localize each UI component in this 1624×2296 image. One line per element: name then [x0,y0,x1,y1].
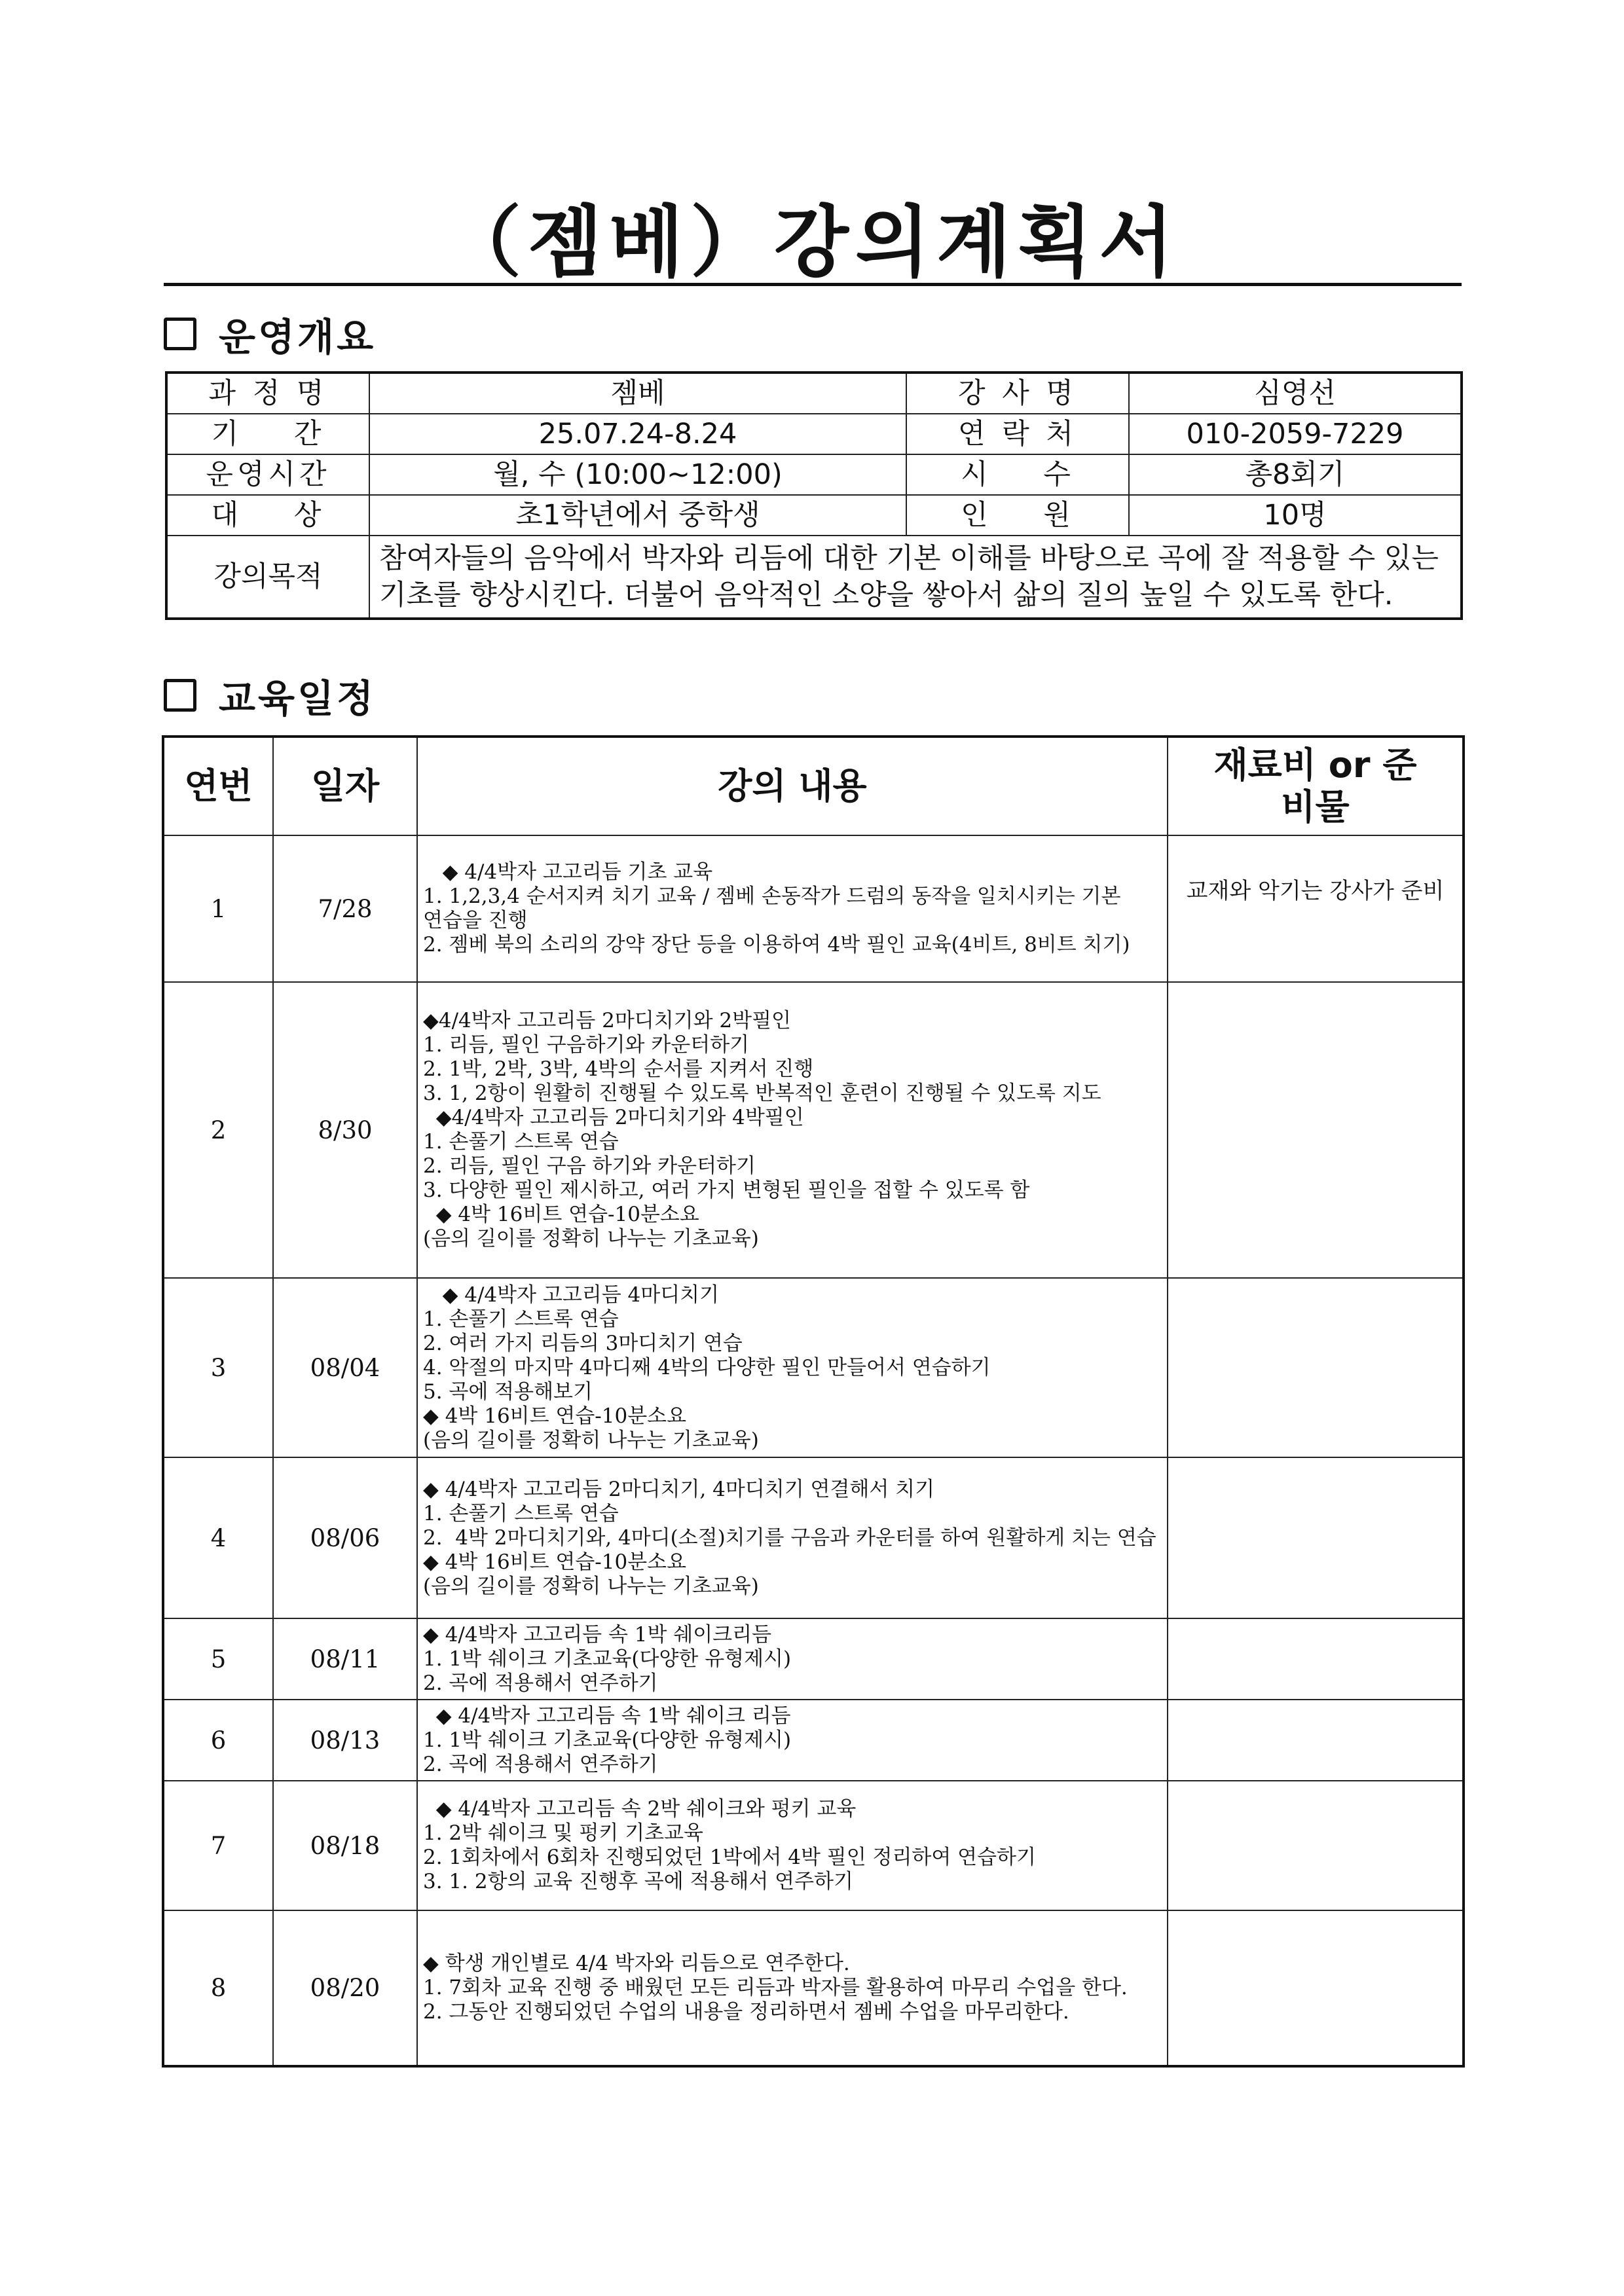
purpose-label: 강의목적 [166,536,369,619]
content-line: ◆ 4박 16비트 연습-10분소요 [423,1203,699,1226]
schedule-row [163,1618,1464,1700]
session-materials [1168,1457,1464,1618]
session-number: 3 [163,1278,273,1457]
schedule-table [162,735,1465,2068]
content-line: ◆ 학생 개인별로 4/4 박자와 리듬으로 연주한다. [423,1952,850,1975]
schedule-row [163,1781,1464,1910]
overview-label: 인 원 [906,495,1129,536]
content-line: 1. 손풀기 스트록 연습 [423,1130,619,1154]
content-line: ◆ 4/4박자 고고리듬 기초 교육 [423,860,713,884]
session-content [417,1700,1168,1781]
content-line: 1. 손풀기 스트록 연습 [423,1307,619,1331]
header-no: 연번 [163,737,273,835]
session-date: 08/11 [273,1618,417,1700]
document-title: （젬베）강의계획서 [444,196,1180,287]
content-line: (음의 길이를 정확히 나누는 기초교육) [423,1227,759,1250]
overview-purpose-row [166,536,1462,619]
content-line: ◆ 4/4박자 고고리듬 4마디치기 [423,1283,720,1307]
content-line: 2. 곡에 적용해서 연주하기 [423,1752,658,1776]
session-materials [1168,1700,1464,1781]
content-line: 4. 악절의 마지막 4마디째 4박의 다양한 필인 만들어서 연습하기 [423,1355,991,1379]
content-line: 1. 손풀기 스트록 연습 [423,1501,619,1525]
session-date: 08/13 [273,1700,417,1781]
session-date: 08/06 [273,1457,417,1618]
session-content [417,1278,1168,1457]
session-materials [1168,982,1464,1278]
overview-label: 대 상 [166,495,369,536]
overview-label: 강 사 명 [906,373,1129,414]
purpose-text: 참여자들의 음악에서 박자와 리듬에 대한 기본 이해를 바탕으로 곡에 잘 적용할 수 있는 기초를 향상시킨다. 더불어 음악적인 소양을 쌓아서 삶의 질의 높일 수 있도록 한다. [369,536,1462,619]
header-materials: 재료비 or 준비물 [1168,737,1464,835]
content-line: 2. 리듬, 필인 구음 하기와 카운터하기 [423,1154,756,1178]
session-content [417,835,1168,982]
overview-row [166,414,1462,454]
checkbox-icon [164,679,196,712]
content-line: 1. 리듬, 필인 구음하기와 카운터하기 [423,1033,750,1057]
overview-value: 총8회기 [1129,454,1462,495]
content-line: ◆ 4박 16비트 연습-10분소요 [423,1550,687,1574]
overview-value: 젬베 [369,373,906,414]
session-date: 7/28 [273,835,417,982]
content-line: 3. 1. 2항의 교육 진행후 곡에 적용해서 연주하기 [423,1870,853,1893]
session-number: 7 [163,1781,273,1910]
session-materials [1168,1618,1464,1700]
content-line: ◆ 4/4박자 고고리듬 속 2박 쉐이크와 펑키 교육 [423,1797,857,1821]
session-materials [1168,1781,1464,1910]
session-content [417,1910,1168,2066]
content-line: 1. 1박 쉐이크 기초교육(다양한 유형제시) [423,1647,792,1671]
content-line: ◆ 4/4박자 고고리듬 속 1박 쉐이크리듬 [423,1622,772,1647]
overview-table [165,371,1463,620]
session-content [417,982,1168,1278]
overview-value: 25.07.24-8.24 [369,414,906,454]
overview-value: 심영선 [1129,373,1462,414]
title-underline [164,283,1462,286]
content-line: 2. 젬베 북의 소리의 강약 장단 등을 이용하여 4박 필인 교육(4비트, 8비트 치기) [423,933,1130,957]
content-line: 1. 1박 쉐이크 기초교육(다양한 유형제시) [423,1728,792,1752]
content-line: (음의 길이를 정확히 나누는 기초교육) [423,1428,759,1452]
content-line: 2. 1박, 2박, 3박, 4박의 순서를 지켜서 진행 [423,1057,814,1081]
content-line: 1. 1,2,3,4 순서지켜 치기 교육 / 젬베 손동작가 드럼의 동작을 일치시키는 기본 연습을 진행 [423,884,1128,932]
overview-row [166,495,1462,536]
session-date: 8/30 [273,982,417,1278]
overview-value: 월, 수 (10:00~12:00) [369,454,906,495]
session-number: 8 [163,1910,273,2066]
content-line: ◆4/4박자 고고리듬 2마디치기와 4박필인 [423,1106,804,1129]
session-number: 4 [163,1457,273,1618]
session-date: 08/20 [273,1910,417,2066]
schedule-header-row [163,737,1464,835]
overview-label: 과 정 명 [166,373,369,414]
content-line: 3. 1, 2항이 원활히 진행될 수 있도록 반복적인 훈련이 진행될 수 있도록 지도 [423,1082,1101,1105]
header-content: 강의 내용 [417,737,1168,835]
session-date: 08/18 [273,1781,417,1910]
overview-row [166,454,1462,495]
session-number: 1 [163,835,273,982]
content-line: 1. 7회차 교육 진행 중 배웠던 모든 리듬과 박자를 활용하여 마무리 수업을 한다. [423,1976,1128,1999]
schedule-row [163,1910,1464,2066]
overview-value: 초1학년에서 중학생 [369,495,906,536]
content-line: ◆ 4박 16비트 연습-10분소요 [423,1404,687,1428]
content-line: 1. 2박 쉐이크 및 펑키 기초교육 [423,1821,703,1845]
schedule-row [163,1278,1464,1457]
session-content [417,1781,1168,1910]
schedule-row [163,1457,1464,1618]
content-line: ◆ 4/4박자 고고리듬 2마디치기, 4마디치기 연결해서 치기 [423,1477,935,1501]
overview-heading-text: 운영개요 [219,315,377,359]
schedule-heading-text: 교육일정 [219,676,377,721]
session-number: 2 [163,982,273,1278]
header-date: 일자 [273,737,417,835]
schedule-heading [164,669,376,721]
overview-heading [164,308,376,360]
overview-label: 기 간 [166,414,369,454]
overview-value: 010-2059-7229 [1129,414,1462,454]
content-line: 2. 곡에 적용해서 연주하기 [423,1671,658,1695]
schedule-row [163,835,1464,982]
session-materials: 교재와 악기는 강사가 준비 [1168,835,1464,982]
schedule-row [163,982,1464,1278]
session-materials [1168,1278,1464,1457]
content-line: ◆ 4/4박자 고고리듬 속 1박 쉐이크 리듬 [423,1704,791,1728]
content-line: 3. 다양한 필인 제시하고, 여러 가지 변형된 필인을 접할 수 있도록 함 [423,1178,1030,1202]
overview-label: 시 수 [906,454,1129,495]
overview-value: 10명 [1129,495,1462,536]
content-line: ◆4/4박자 고고리듬 2마디치기와 2박필인 [423,1009,791,1032]
overview-label: 연 락 처 [906,414,1129,454]
content-line: 5. 곡에 적용해보기 [423,1379,593,1404]
content-line: 2. 4박 2마디치기와, 4마디(소절)치기를 구음과 카운터를 하여 원활하게 치는 연습 [423,1525,1156,1550]
content-line: 2. 여러 가지 리듬의 3마디치기 연습 [423,1331,743,1355]
session-materials [1168,1910,1464,2066]
session-date: 08/04 [273,1278,417,1457]
content-line: (음의 길이를 정확히 나누는 기초교육) [423,1574,759,1598]
overview-row [166,373,1462,414]
session-content [417,1457,1168,1618]
session-number: 6 [163,1700,273,1781]
content-line: 2. 그동안 진행되었던 수업의 내용을 정리하면서 젬베 수업을 마무리한다. [423,2000,1069,2024]
schedule-row [163,1700,1464,1781]
overview-label: 운영시간 [166,454,369,495]
session-content [417,1618,1168,1700]
content-line: 2. 1회차에서 6회차 진행되었던 1박에서 4박 필인 정리하여 연습하기 [423,1846,1036,1869]
session-number: 5 [163,1618,273,1700]
checkbox-icon [164,318,196,350]
